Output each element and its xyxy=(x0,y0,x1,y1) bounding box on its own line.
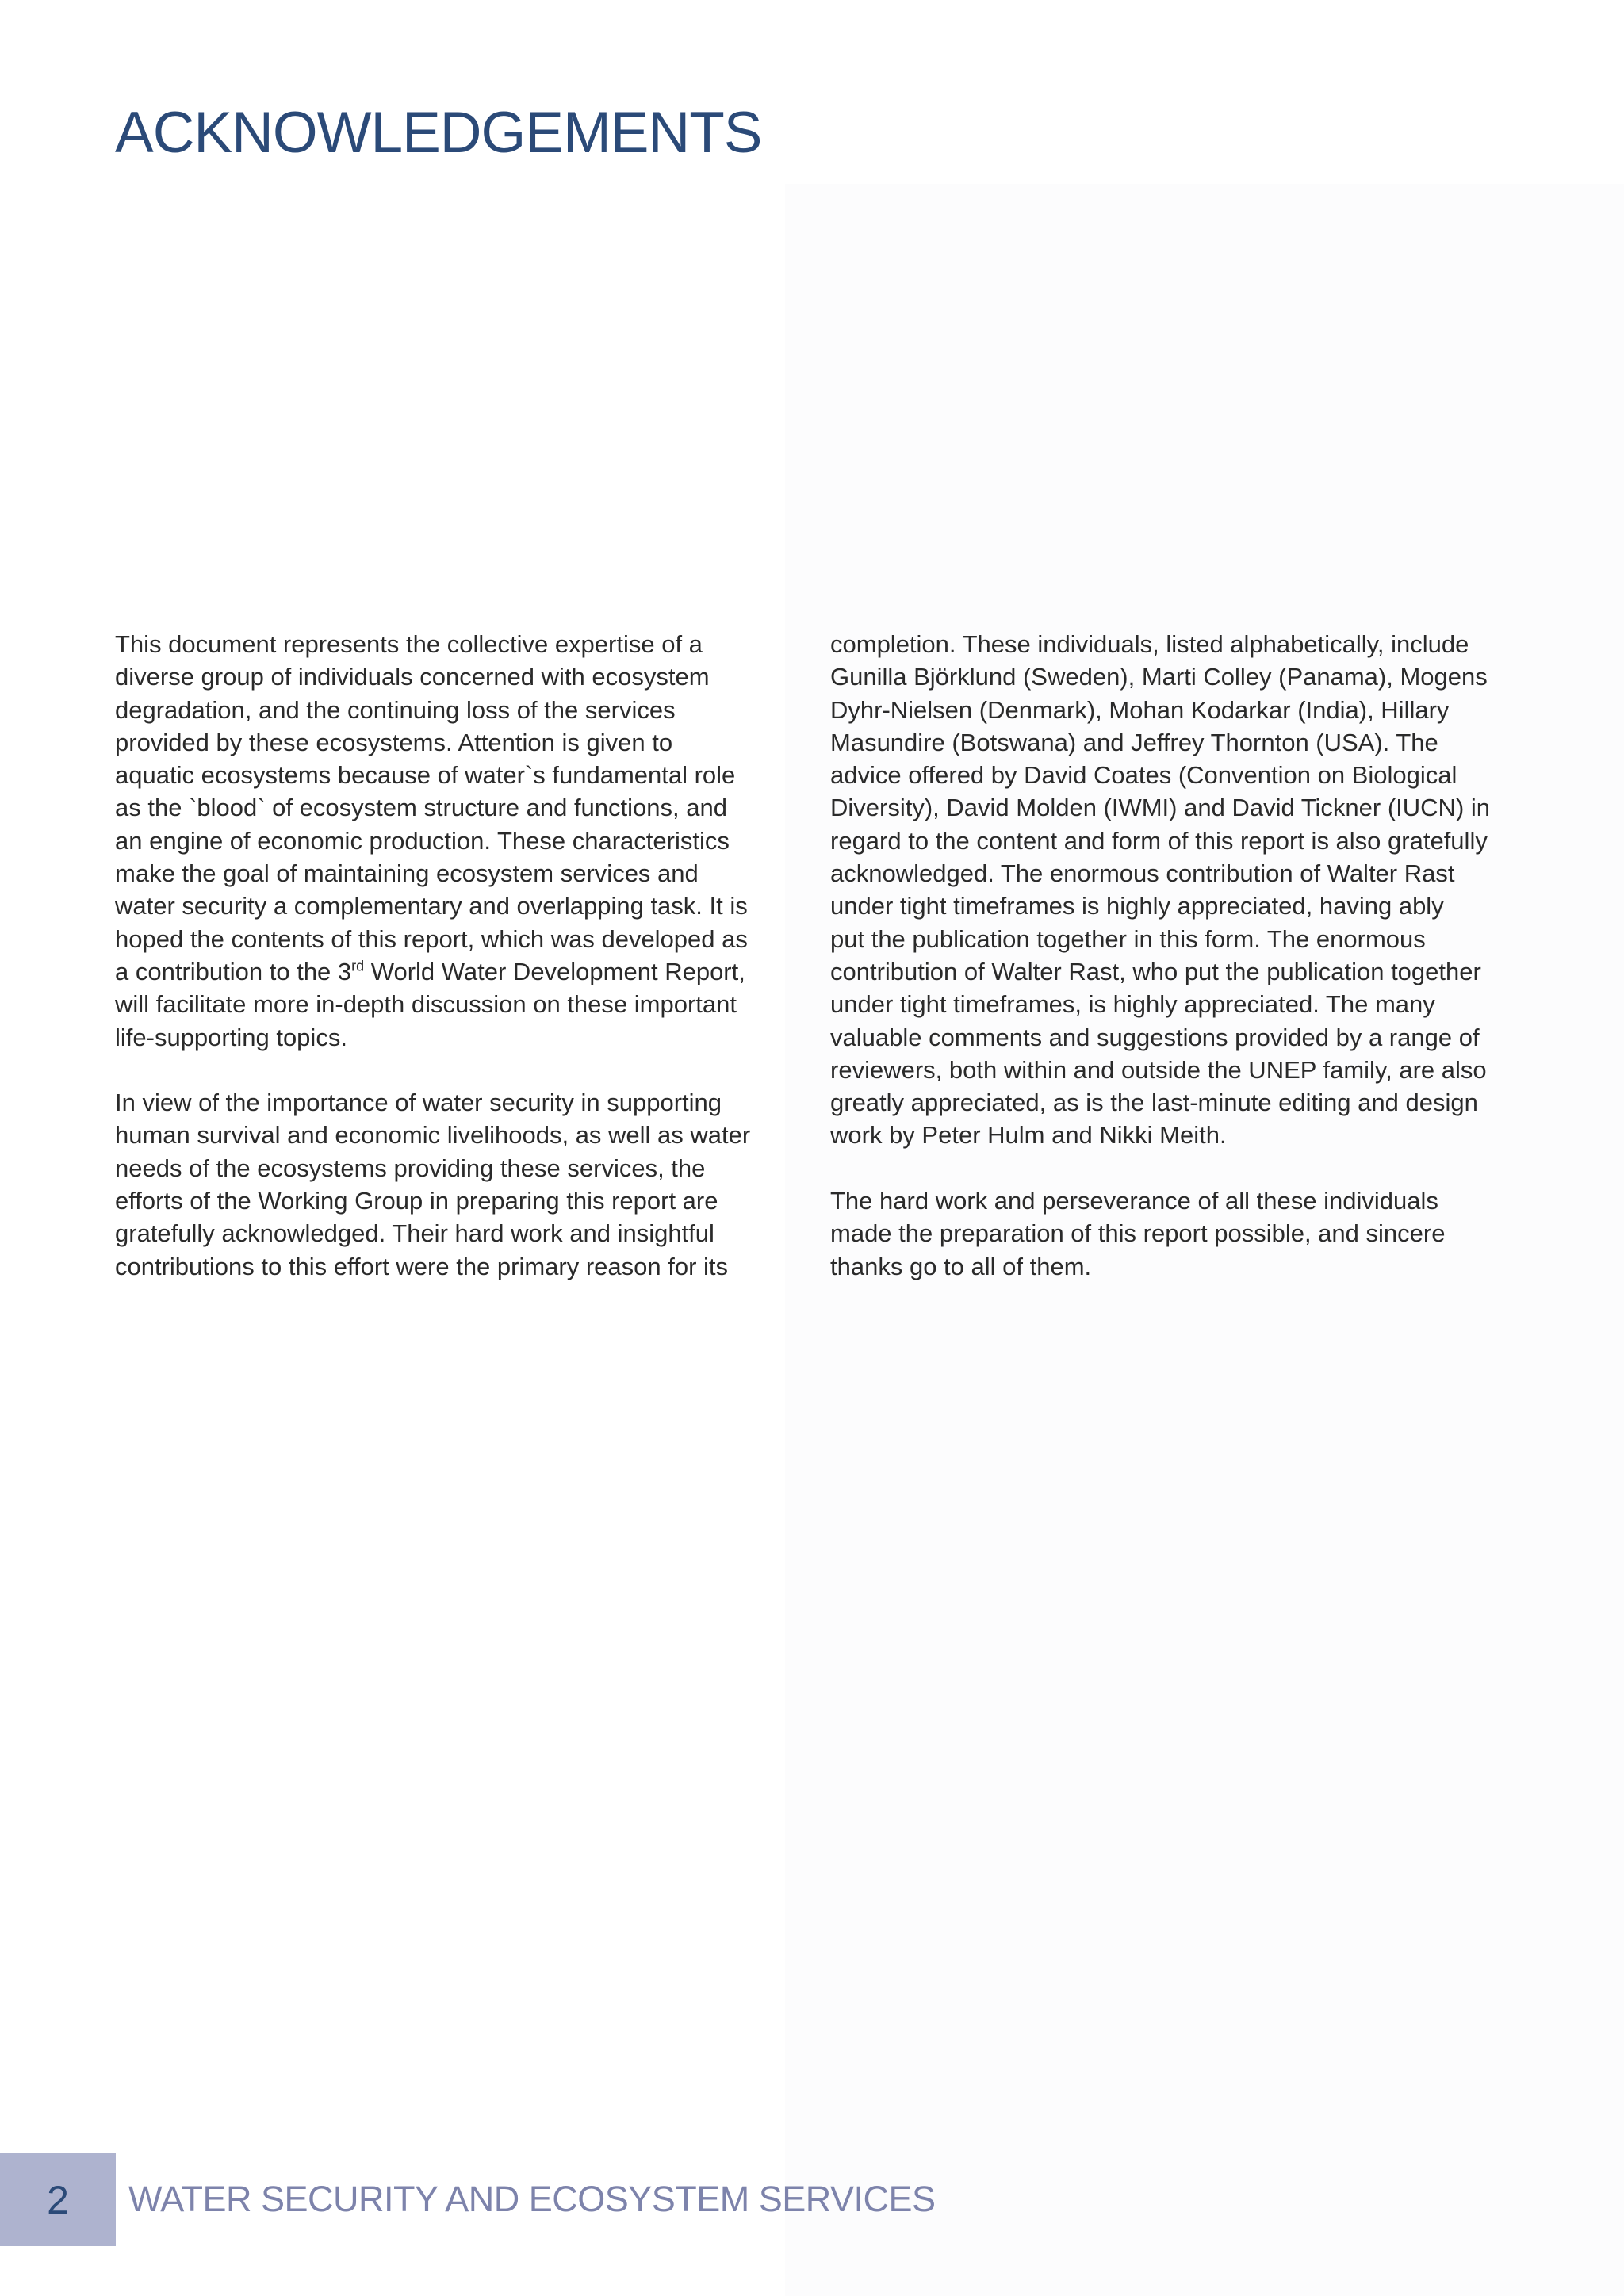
right-paragraph-1: completion. These individuals, listed alphabetically, include Gunilla Björklund (Sweden), Marti Colley (Panama), Mogens Dyhr-Nielsen (Denmark), Mohan Kodarkar (India), Hillary Masundire (Botswana) and Jeffrey Thornton (USA). The advice offered by David Coates (Convention on Biological Diversity), David Molden (IWMI) and David Tickner (IUCN) in regard to the content and form of this report is also gratefully acknowledged. The enormous contribution of Walter Rast under tight timeframes is highly appreciated, having ably put the publication together in this form. The enormous contribution of Walter Rast, who put the publication together under tight timeframes, is highly appreciated. The many valuable comments and suggestions provided by a range of reviewers, both within and outside the UNEP family, are also greatly appreciated, as is the last-minute editing and design work by Peter Hulm and Nikki Meith. xyxy=(830,630,1491,1150)
left-paragraph-1 xyxy=(115,628,777,1054)
left-column xyxy=(115,628,777,1315)
page-number: 2 xyxy=(47,2177,69,2222)
left-paragraph-2: In view of the importance of water security in supporting human survival and economic livelihoods, as well as water needs of the ecosystems providing these services, the efforts of the Working Group in preparing this report are gratefully acknowledged. Their hard work and insightful contributions to this effort were the primary reason for its xyxy=(115,1089,751,1280)
page-number-box xyxy=(0,2153,116,2246)
footer-running-title: WATER SECURITY AND ECOSYSTEM SERVICES xyxy=(128,2179,936,2219)
left-paragraph-1-text-cont: World Water Development Report, will facilitate more in-depth discussion on these important life-supporting topics. xyxy=(115,957,745,1051)
right-paragraph-2: The hard work and perseverance of all these individuals made the preparation of this report possible, and sincere thanks go to all of them. xyxy=(830,1187,1446,1280)
left-paragraph-1-text: This document represents the collective expertise of a diverse group of individuals concerned with ecosystem degradation, and the continuing loss of the services provided by these ecosystems. Attention is given to aquatic ecosystems because of water`s fundamental role as the `blood` of ecosystem structure and functions, and an engine of economic production. These characteristics make the goal of maintaining ecosystem services and water security a complementary and overlapping task. It is hoped the contents of this report, which was developed as a contribution to the 3 xyxy=(115,630,748,985)
right-column xyxy=(830,628,1512,1315)
page-title: ACKNOWLEDGEMENTS xyxy=(115,101,762,165)
ordinal-superscript: rd xyxy=(351,958,365,974)
